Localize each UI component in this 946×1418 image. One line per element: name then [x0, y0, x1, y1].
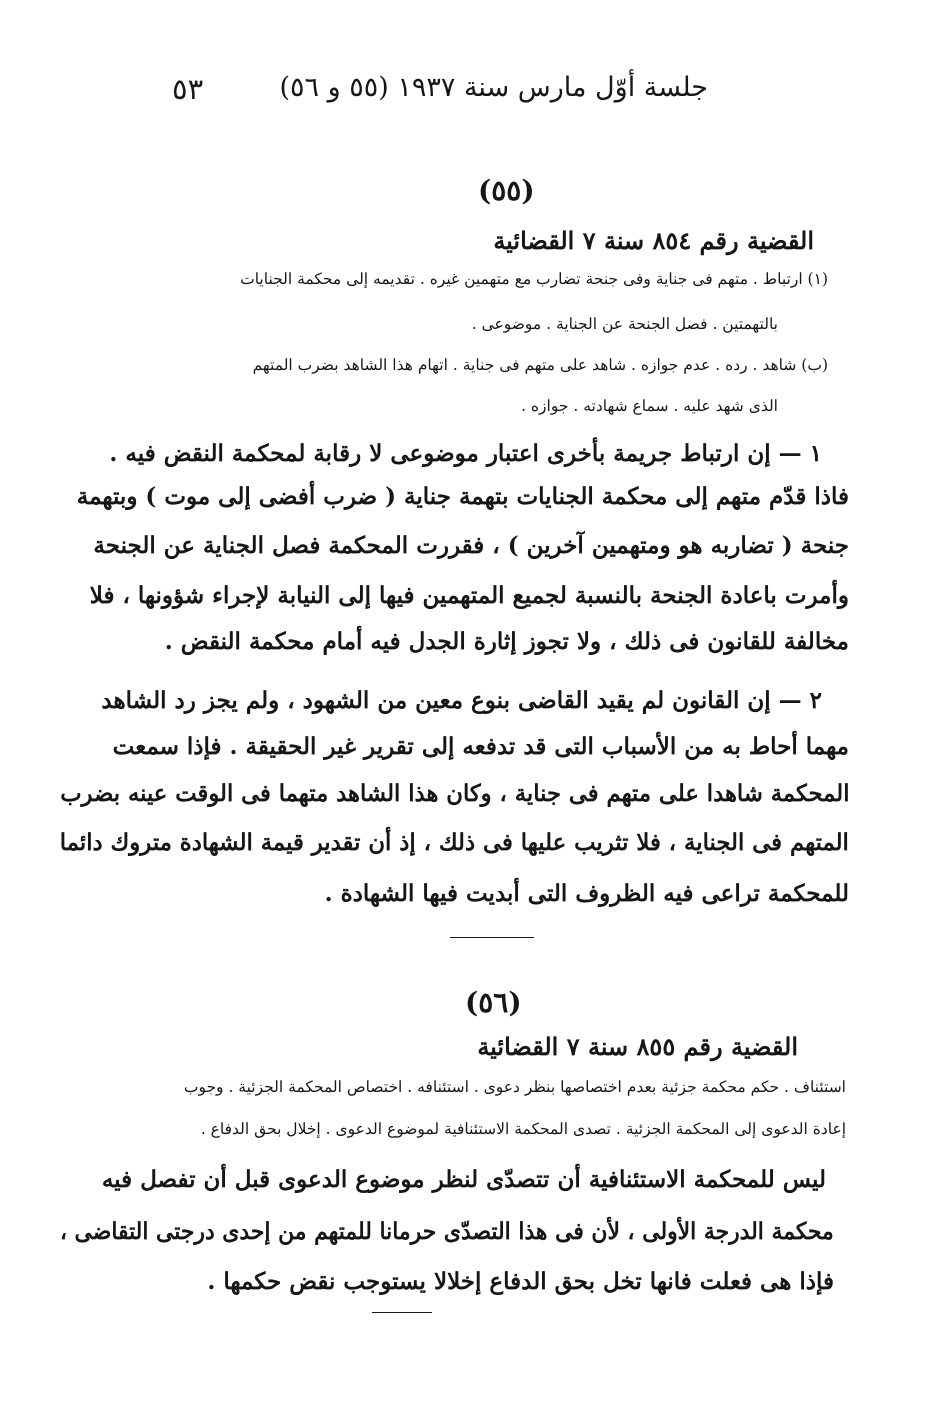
case-55-body-line: ٢ — إن القانون لم يقيد القاضى بنوع معين من الشهود ، ولم يجز رد الشاهد	[101, 687, 822, 714]
section-divider	[450, 937, 534, 938]
case-56-title: القضية رقم ٨٥٥ سنة ٧ القضائية	[477, 1032, 798, 1061]
case-55-summary-line: (١) ارتباط . متهم فى جناية وفى جنحة تضارب مع متهمين غيره . تقديمه إلى محكمة الجنايات	[240, 270, 828, 288]
case-55-body-line: المحكمة شاهدا على متهم فى جناية ، وكان هذا الشاهد متهما فى الوقت عينه بضرب	[59, 780, 849, 807]
case-55-summary-line: (ب) شاهد . رده . عدم جوازه . شاهد على متهم فى جناية . اتهام هذا الشاهد بضرب المتهم	[252, 356, 828, 374]
case-56-number: (٥٦)	[465, 986, 522, 1019]
case-56-body-line: محكمة الدرجة الأولى ، لأن فى هذا التصدّى حرمانا للمتهم من إحدى درجتى التقاضى ،	[60, 1218, 834, 1245]
end-divider	[372, 1312, 432, 1313]
case-55-body-line: للمحكمة تراعى فيه الظروف التى أبديت فيها الشهادة .	[324, 880, 849, 907]
page-number: ٥٣	[172, 72, 204, 106]
running-header: جلسة أوّل مارس سنة ١٩٣٧ (٥٥ و ٥٦)	[279, 72, 708, 103]
case-55-body-line: فاذا قدّم متهم إلى محكمة الجنايات بتهمة جناية ( ضرب أفضى إلى موت ) وبتهمة	[76, 483, 849, 510]
case-56-body-line: فإذا هى فعلت فانها تخل بحق الدفاع إخلالا يستوجب نقض حكمها .	[207, 1268, 834, 1295]
case-55-body-line: ١ — إن ارتباط جريمة بأخرى اعتبار موضوعى لا رقابة لمحكمة النقض فيه .	[109, 440, 822, 467]
case-55-summary-line: الذى شهد عليه . سماع شهادته . جوازه .	[521, 397, 778, 415]
case-56-body-line: ليس للمحكمة الاستئنافية أن تتصدّى لنظر موضوع الدعوى قبل أن تفصل فيه	[101, 1166, 826, 1193]
case-55-number: (٥٥)	[478, 174, 535, 207]
case-55-summary-line: بالتهمتين . فصل الجنحة عن الجناية . موضوعى .	[471, 315, 778, 333]
case-56-summary-line: استئناف . حكم محكمة جزئية بعدم اختصاصها بنظر دعوى . استئنافه . اختصاص المحكمة الجزئية . وجوب	[183, 1078, 846, 1096]
case-55-body-line: جنحة ( تضاربه هو ومتهمين آخرين ) ، فقررت المحكمة فصل الجناية عن الجنحة	[93, 532, 849, 559]
case-55-title: القضية رقم ٨٥٤ سنة ٧ القضائية	[493, 226, 814, 255]
case-55-body-line: مهما أحاط به من الأسباب التى قد تدفعه إلى تقرير غير الحقيقة . فإذا سمعت	[112, 733, 849, 760]
case-55-body-line: مخالفة للقانون فى ذلك ، ولا تجوز إثارة الجدل فيه أمام محكمة النقض .	[164, 628, 849, 655]
case-55-body-line: المتهم فى الجناية ، فلا تثريب عليها فى ذلك ، إذ أن تقدير قيمة الشهادة متروك دائما	[59, 829, 849, 856]
case-55-body-line: وأمرت باعادة الجنحة بالنسبة لجميع المتهمين فيها إلى النيابة لإجراء شؤونها ، فلا	[89, 582, 849, 609]
case-56-summary-line: إعادة الدعوى إلى المحكمة الجزئية . تصدى المحكمة الاستئنافية لموضوع الدعوى . إخلال بحق الدفاع .	[200, 1120, 846, 1138]
